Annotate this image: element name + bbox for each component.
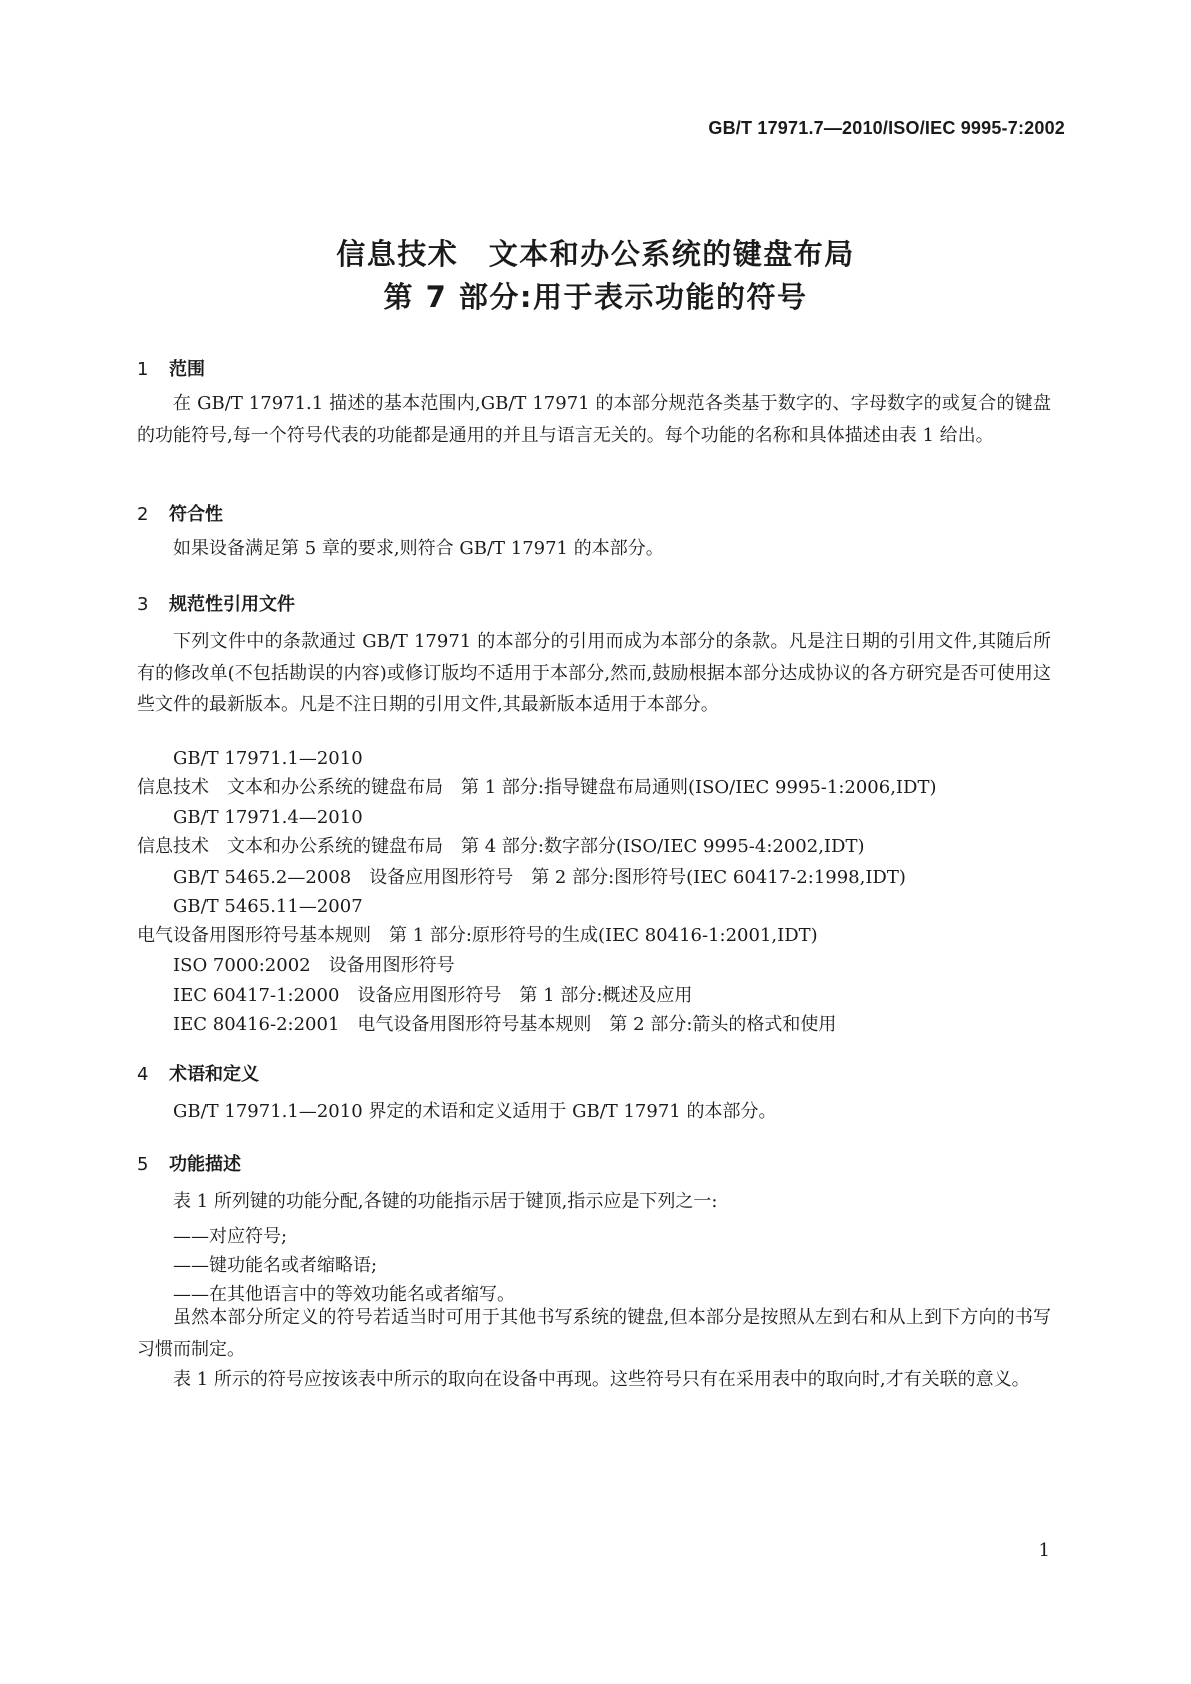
section-title: 术语和定义	[169, 1064, 259, 1085]
reference-code: GB/T 17971.1—2010	[173, 748, 363, 769]
section-5-paragraph: 表 1 所列键的功能分配,各键的功能指示居于键顶,指示应是下列之一:	[173, 1191, 718, 1212]
section-number: 5	[137, 1154, 149, 1175]
section-5-paragraph: 虽然本部分所定义的符号若适当时可用于其他书写系统的键盘,但本部分是按照从左到右和从上到下方向的书写习惯而制定。	[137, 1307, 1051, 1360]
section-title: 功能描述	[169, 1154, 241, 1175]
reference-name: 电气设备用图形符号基本规则 第 1 部分:原形符号的生成(IEC 80416-1:2001,IDT)	[137, 925, 818, 946]
standard-code: GB/T 17971.7—2010/ISO/IEC 9995-7:2002	[708, 118, 1065, 138]
section-1-heading	[137, 355, 205, 381]
reference-code: GB/T 5465.11—2007	[173, 896, 363, 917]
section-4-paragraph: GB/T 17971.1—2010 界定的术语和定义适用于 GB/T 17971 的本部分。	[173, 1101, 777, 1122]
section-5-paragraph: 表 1 所示的符号应按该表中所示的取向在设备中再现。这些符号只有在采用表中的取向时,才有关联的意义。	[173, 1369, 1030, 1390]
reference-name: 信息技术 文本和办公系统的键盘布局 第 4 部分:数字部分(ISO/IEC 9995-4:2002,IDT)	[137, 836, 865, 857]
list-item: ——对应符号;	[173, 1226, 288, 1247]
reference-entry	[137, 803, 1051, 861]
section-3-paragraph: 下列文件中的条款通过 GB/T 17971 的本部分的引用而成为本部分的条款。凡是注日期的引用文件,其随后所有的修改单(不包括勘误的内容)或修订版均不适用于本部分,然而,鼓励根据本部分达成协议的各方研究是否可使用这些文件的最新版本。凡是不注日期的引用文件,其最新版本适用于本部分。	[137, 631, 1051, 715]
list-item: ——在其他语言中的等效功能名或者缩写。	[173, 1284, 515, 1305]
section-2-heading	[137, 500, 223, 526]
reference-code: GB/T 5465.2—2008	[173, 867, 352, 888]
document-title-line-2: 第 7 部分:用于表示功能的符号	[383, 280, 808, 314]
reference-name: 电气设备用图形符号基本规则 第 2 部分:箭头的格式和使用	[357, 1014, 837, 1035]
reference-name: 信息技术 文本和办公系统的键盘布局 第 1 部分:指导键盘布局通则(ISO/IEC 9995-1:2006,IDT)	[137, 777, 937, 798]
reference-code: IEC 60417-1:2000	[173, 985, 340, 1006]
page-number: 1	[1038, 1540, 1050, 1561]
section-number: 2	[137, 504, 149, 525]
reference-code: GB/T 17971.4—2010	[173, 807, 363, 828]
reference-name: 设备用图形符号	[328, 955, 455, 976]
reference-entry	[137, 1010, 1051, 1039]
section-number: 4	[137, 1064, 149, 1085]
section-number: 3	[137, 594, 149, 615]
reference-entry	[137, 892, 1051, 950]
section-1-paragraph: 在 GB/T 17971.1 描述的基本范围内,GB/T 17971 的本部分规范各类基于数字的、字母数字的或复合的键盘的功能符号,每一个符号代表的功能都是通用的并且与语言无关的。每个功能的名称和具体描述由表 1 给出。	[137, 393, 1051, 446]
section-3-heading	[137, 590, 295, 616]
section-title: 规范性引用文件	[169, 594, 295, 615]
reference-name: 设备应用图形符号 第 1 部分:概述及应用	[357, 985, 693, 1006]
section-number: 1	[137, 359, 149, 380]
reference-entry	[137, 744, 1051, 802]
reference-name: 设备应用图形符号 第 2 部分:图形符号(IEC 60417-2:1998,IDT)	[369, 867, 906, 888]
reference-code: IEC 80416-2:2001	[173, 1014, 340, 1035]
section-title: 符合性	[169, 504, 223, 525]
list-item: ——键功能名或者缩略语;	[173, 1255, 378, 1276]
document-title-line-1: 信息技术 文本和办公系统的键盘布局	[336, 237, 855, 271]
section-2-paragraph: 如果设备满足第 5 章的要求,则符合 GB/T 17971 的本部分。	[173, 538, 664, 559]
section-4-heading	[137, 1060, 259, 1086]
reference-entry	[137, 951, 1051, 980]
reference-entry	[137, 981, 1051, 1010]
reference-entry	[137, 863, 1051, 892]
reference-code: ISO 7000:2002	[173, 955, 311, 976]
section-5-heading	[137, 1150, 241, 1176]
section-title: 范围	[169, 359, 205, 380]
